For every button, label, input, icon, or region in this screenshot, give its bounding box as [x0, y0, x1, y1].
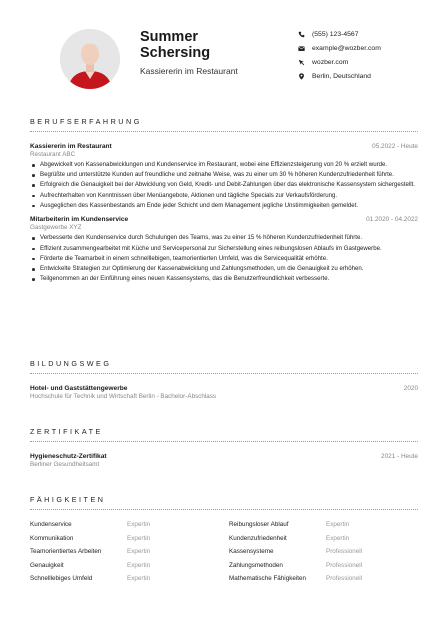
list-item: Erfolgreich die Genauigkeit bei der Abwicklung von Geld, Kredit- und Debit-Zahlungen über das elektronische Kassensystem sichergestellt.: [30, 181, 418, 190]
skill-level: Expertin: [127, 521, 151, 529]
job-bullets: [30, 161, 418, 210]
first-name: Summer: [140, 29, 199, 45]
job-date: 05.2022 - Heute: [372, 143, 418, 150]
skill-level: Expertin: [127, 548, 151, 556]
list-item: Verbesserte den Kundenservice durch Schulungen des Teams, was zu einer 15 % höheren Kundenzufriedenheit führte.: [30, 234, 418, 243]
job-entry: [30, 216, 418, 283]
skill-item: [30, 518, 219, 532]
list-item: Abgewickelt von Kassenabwicklungen und Kundenservice im Restaurant, wobei eine Effizienzsteigerung von 20 % erzielt wurde.: [30, 161, 418, 170]
skill-level: Professionell: [326, 575, 363, 583]
skill-name: Kundenzufriedenheit: [229, 534, 287, 542]
certificates-heading: ZERTIFIKATE: [30, 427, 418, 442]
skill-item: [30, 572, 219, 586]
job-company: Restaurant ABC: [30, 151, 76, 158]
skill-name: Reibungsloser Ablauf: [229, 521, 289, 529]
job-bullets: [30, 234, 418, 283]
skill-item: [30, 532, 219, 546]
list-item: Aufrechterhalten von Kenntnissen über Menüangebote, Aktionen und tägliche Specials zur Verkaufsförderung.: [30, 192, 418, 201]
skill-name: Mathematische Fähigkeiten: [229, 575, 307, 583]
skill-item: [229, 518, 418, 532]
skill-name: Kassensysteme: [229, 548, 274, 556]
skill-item: [229, 545, 418, 559]
skill-level: Expertin: [127, 575, 151, 583]
job-date: 01.2020 - 04.2022: [366, 216, 418, 224]
skill-name: Schnelllebiges Umfeld: [30, 575, 93, 583]
contact-phone: [298, 27, 381, 41]
contact-website-text: wozber.com: [312, 58, 349, 66]
experience-heading: BERUFSERFAHRUNG: [30, 117, 418, 132]
list-item: Effizient zusammengearbeitet mit Küche und Servicepersonal zur Sicherstellung eines reibungslosen Ablaufs im Gastgewerbe.: [30, 245, 418, 254]
skill-level: Professionell: [326, 561, 363, 569]
education-heading: BILDUNGSWEG: [30, 359, 418, 374]
avatar: [60, 29, 120, 89]
skill-level: Expertin: [127, 534, 151, 542]
skill-name: Teamorientiertes Arbeiten: [30, 548, 102, 556]
certificate-entry: [30, 453, 418, 468]
skill-level: Expertin: [127, 561, 151, 569]
full-name: [140, 29, 210, 61]
job-entry: [30, 143, 418, 210]
job-role: Kassiererin im Restaurant: [30, 143, 112, 150]
list-item: Ausgeglichen des Kassenbestands am Ende jeder Schicht und dem Management jegliche Unstimmigkeiten gemeldet.: [30, 202, 418, 211]
skill-item: [30, 545, 219, 559]
skill-name: Zahlungsmethoden: [229, 561, 283, 569]
skills-grid: [30, 518, 418, 586]
contact-list: [298, 27, 381, 83]
skill-item: [229, 572, 418, 586]
education-entry: [30, 385, 418, 400]
skills-heading: FÄHIGKEITEN: [30, 495, 418, 510]
contact-email: [298, 41, 381, 55]
certificates-section: [30, 427, 418, 468]
certificate-date: 2021 - Heute: [381, 453, 418, 460]
education-date: 2020: [403, 385, 418, 392]
job-title: Kassiererin im Restaurant: [140, 66, 238, 76]
skill-level: Expertin: [326, 534, 350, 542]
list-item: Begrüßte und unterstützte Kunden auf freundliche und zeitnahe Weise, was zu einer um 30 % höheren Kundenzufriedenheit führte.: [30, 171, 418, 180]
skill-name: Kommunikation: [30, 534, 74, 542]
certificate-issuer: Berliner Gesundheitsamt: [30, 461, 100, 468]
mail-icon: [298, 43, 312, 53]
resume-header: [30, 0, 418, 100]
list-item: Teilgenommen an der Einführung eines neuen Kassensystems, das die Benutzerfreundlichkeit verbesserte.: [30, 275, 418, 284]
education-section: [30, 359, 418, 400]
job-company: Gastgewerbe XYZ: [30, 224, 82, 232]
phone-icon: [298, 29, 312, 39]
degree-name: Hotel- und Gaststättengewerbe: [30, 385, 128, 392]
skill-name: Genauigkeit: [30, 561, 64, 569]
skill-item: [229, 559, 418, 573]
list-item: Förderte die Teamarbeit in einem schnelllebigen, teamorientierten Umfeld, was die Servicequalität erhöhte.: [30, 255, 418, 264]
job-role: Mitarbeiterin im Kundenservice: [30, 216, 129, 224]
link-icon: [298, 57, 312, 67]
skill-name: Kundenservice: [30, 521, 72, 529]
skills-section: [30, 495, 418, 586]
last-name: Schersing: [140, 45, 211, 61]
skill-item: [229, 532, 418, 546]
skill-level: Professionell: [326, 548, 363, 556]
contact-location: [298, 69, 381, 83]
list-item: Entwickelte Strategien zur Optimierung der Kassenabwicklung und Zahlungsmethoden, um die Genauigkeit zu erhöhen.: [30, 265, 418, 274]
skill-item: [30, 559, 219, 573]
location-pin-icon: [298, 71, 312, 81]
contact-email-text: example@wozber.com: [312, 44, 381, 52]
school-name: Hochschule für Technik und Wirtschaft Berlin - Bachelor-Abschlass: [30, 393, 217, 400]
experience-section: [30, 117, 418, 285]
contact-website: [298, 55, 381, 69]
contact-location-text: Berlin, Deutschland: [312, 72, 371, 80]
certificate-name: Hygieneschutz-Zertifikat: [30, 453, 107, 460]
skill-level: Expertin: [326, 521, 350, 529]
portrait-photo: [60, 29, 120, 89]
contact-phone-text: (555) 123-4567: [312, 30, 359, 38]
